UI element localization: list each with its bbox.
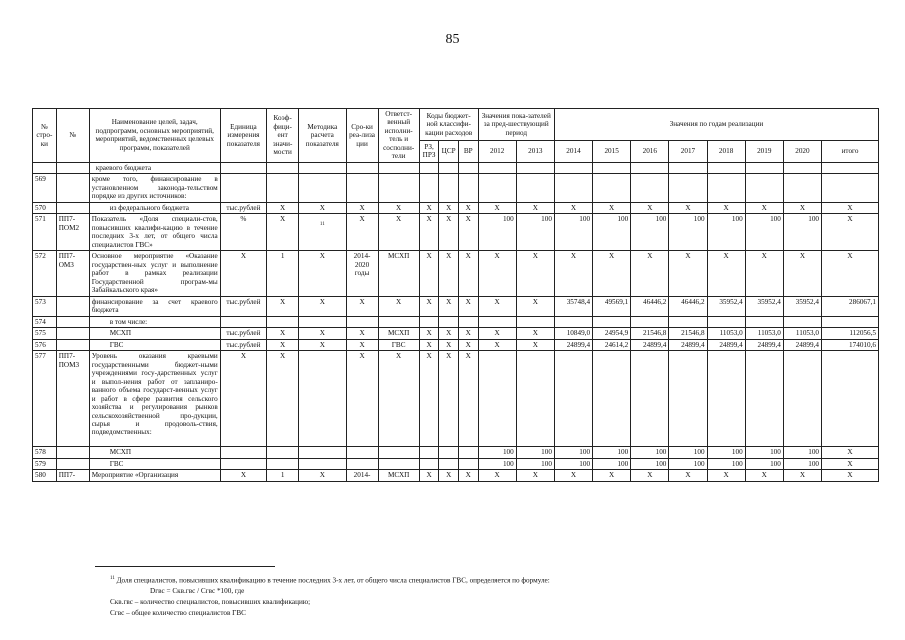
footnote-divider (95, 566, 275, 567)
value-2016: X (631, 470, 669, 481)
row-number: 579 (33, 458, 57, 469)
row-rz: X (419, 339, 439, 350)
table-row (33, 162, 879, 173)
value-2019: X (745, 251, 783, 296)
row-period: 2014-2020 годы (346, 251, 378, 296)
row-coef: 1 (267, 251, 299, 296)
footnote-marker: 11 (110, 576, 115, 581)
table-row (33, 202, 879, 213)
row-unit: тыс.рублей (220, 202, 266, 213)
footnotes (110, 575, 870, 619)
row-csr: X (439, 339, 459, 350)
footnote-line (110, 575, 870, 586)
value-2013: X (516, 470, 554, 481)
value-2017: X (669, 470, 707, 481)
row-number: 578 (33, 447, 57, 458)
table-row (33, 458, 879, 469)
row-name: в том числе: (89, 316, 220, 327)
value-2016: 100 (631, 458, 669, 469)
row-unit: X (220, 470, 266, 481)
value-2018: X (707, 251, 745, 296)
row-number: 576 (33, 339, 57, 350)
row-period: X (346, 202, 378, 213)
value-2014: 100 (554, 458, 592, 469)
row-name: ГВС (89, 458, 220, 469)
value-2019: 11053,0 (745, 328, 783, 339)
table-row (33, 339, 879, 350)
table-row (33, 316, 879, 327)
value-2017: 21546,8 (669, 328, 707, 339)
value-2017: X (669, 202, 707, 213)
value-2015: 100 (593, 214, 631, 251)
header-coef: Коэф-фици-ент значи-мости (267, 109, 299, 163)
row-rz: X (419, 214, 439, 251)
row-period: 2014- (346, 470, 378, 481)
value-2013: X (516, 296, 554, 316)
value-2012: 100 (478, 214, 516, 251)
value-2019: X (745, 202, 783, 213)
value-2015: X (593, 470, 631, 481)
row-method: X (299, 296, 346, 316)
value-2020: 100 (783, 447, 821, 458)
row-rz: X (419, 328, 439, 339)
row-name: МСХП (89, 328, 220, 339)
row-name: из федерального бюджета (89, 202, 220, 213)
value-2017: 24899,4 (669, 339, 707, 350)
header-2018: 2018 (707, 140, 745, 162)
row-name: Уровень оказания краевыми государственными бюджет-ными учреждениями госу-дарственных услуг и выпол-нения работ от запланиро-ванного объема государст-венных услуг и работ в сфере развития сельского хозяйства и регулирования рынков сельскохозяйственной про-дукции, сырья и продоволь-ствия, подведомственных: (89, 351, 220, 447)
row-name: ГВС (89, 339, 220, 350)
value-2012: X (478, 202, 516, 213)
value-2018: 100 (707, 458, 745, 469)
value-total: X (822, 458, 879, 469)
row-number: 570 (33, 202, 57, 213)
value-2016: 24899,4 (631, 339, 669, 350)
row-period: X (346, 328, 378, 339)
row-number: 575 (33, 328, 57, 339)
header-2019: 2019 (745, 140, 783, 162)
row-executor: X (378, 202, 419, 213)
header-period: Сро-ки реа-лиза ции (346, 109, 378, 163)
header-total: итого (822, 140, 879, 162)
header-vr: ВР (458, 140, 478, 162)
row-vr: X (458, 251, 478, 296)
value-2012: X (478, 470, 516, 481)
table-row (33, 328, 879, 339)
value-total: 286067,1 (822, 296, 879, 316)
value-2013: X (516, 328, 554, 339)
row-coef: X (267, 214, 299, 251)
row-name: Основное мероприятие «Оказание государствен-ных услуг и выполнение работ в рамках реализации Государственной програм-мы Забайкальского края» (89, 251, 220, 296)
value-2020: 24899,4 (783, 339, 821, 350)
row-executor: МСХП (378, 470, 419, 481)
header-rz: РЗ, ПРЗ (419, 140, 439, 162)
row-csr: X (439, 470, 459, 481)
row-csr: X (439, 328, 459, 339)
value-2016: X (631, 202, 669, 213)
row-coef: X (267, 296, 299, 316)
value-2016: 100 (631, 214, 669, 251)
row-name: кроме того, финансирование в установленном законода-тельством порядке из других источников: (89, 174, 220, 202)
page-number: 85 (445, 32, 460, 47)
row-number: 569 (33, 174, 57, 202)
value-2012: X (478, 339, 516, 350)
row-rz: X (419, 251, 439, 296)
row-executor: X (378, 351, 419, 447)
row-unit: тыс.рублей (220, 328, 266, 339)
footnote-text: Сгвс – общее количество специалистов ГВС (110, 608, 246, 617)
value-2014: 24899,4 (554, 339, 592, 350)
value-2014: 10849,0 (554, 328, 592, 339)
value-2017: 46446,2 (669, 296, 707, 316)
header-executor: Ответст-венный исполни-тель и сосполни-тели (378, 109, 419, 163)
row-number: 574 (33, 316, 57, 327)
value-2014: X (554, 202, 592, 213)
value-2020: 100 (783, 458, 821, 469)
row-name: краевого бюджета (89, 162, 220, 173)
row-coef: X (267, 351, 299, 447)
value-2018: 35952,4 (707, 296, 745, 316)
row-code: ПП7-ОМ3 (56, 251, 89, 296)
value-2018: 100 (707, 214, 745, 251)
value-2015: X (593, 251, 631, 296)
header-row-1 (33, 109, 879, 141)
row-vr: X (458, 202, 478, 213)
header-row-no: № стро-ки (33, 109, 57, 163)
row-executor: X (378, 296, 419, 316)
value-total: X (822, 202, 879, 213)
row-period: X (346, 296, 378, 316)
header-2013: 2013 (516, 140, 554, 162)
row-name: МСХП (89, 447, 220, 458)
row-period: X (346, 339, 378, 350)
value-2015: 24954,9 (593, 328, 631, 339)
value-total: 112056,5 (822, 328, 879, 339)
value-2013: 100 (516, 447, 554, 458)
value-2015: 100 (593, 458, 631, 469)
value-2015: X (593, 202, 631, 213)
header-name: Наименование целей, задач, подпрограмм, основных мероприятий, мероприятий, ведомственных целевых программ, показателей (89, 109, 220, 163)
value-2018: 24899,4 (707, 339, 745, 350)
row-rz: X (419, 202, 439, 213)
value-2018: X (707, 202, 745, 213)
row-code: ПП7-ПОМ3 (56, 351, 89, 447)
row-csr: X (439, 296, 459, 316)
row-period: X (346, 351, 378, 447)
value-total: X (822, 214, 879, 251)
row-unit: тыс.рублей (220, 339, 266, 350)
row-number: 580 (33, 470, 57, 481)
row-method: X (299, 202, 346, 213)
row-vr: X (458, 328, 478, 339)
table-row (33, 174, 879, 202)
row-executor: ГВС (378, 339, 419, 350)
value-2013: 100 (516, 458, 554, 469)
row-executor: МСХП (378, 328, 419, 339)
row-rz: X (419, 470, 439, 481)
value-2012: 100 (478, 458, 516, 469)
value-2014: 35748,4 (554, 296, 592, 316)
row-csr: X (439, 351, 459, 447)
row-method: X (299, 328, 346, 339)
value-total: X (822, 251, 879, 296)
row-coef: 1 (267, 470, 299, 481)
value-2019: 100 (745, 447, 783, 458)
row-rz: X (419, 296, 439, 316)
value-2020: 100 (783, 214, 821, 251)
value-2020: X (783, 202, 821, 213)
row-number: 573 (33, 296, 57, 316)
value-2012: X (478, 296, 516, 316)
table-row (33, 214, 879, 251)
value-2016: X (631, 251, 669, 296)
indicator-table (32, 108, 879, 482)
value-2018: 100 (707, 447, 745, 458)
value-2012: X (478, 251, 516, 296)
value-2020: 11053,0 (783, 328, 821, 339)
row-vr: X (458, 339, 478, 350)
row-coef: X (267, 339, 299, 350)
row-vr: X (458, 296, 478, 316)
value-2013: X (516, 202, 554, 213)
value-2013: 100 (516, 214, 554, 251)
value-2020: 35952,4 (783, 296, 821, 316)
header-2014: 2014 (554, 140, 592, 162)
table-row (33, 351, 879, 447)
header-unit: Единица измерения показателя (220, 109, 266, 163)
value-2015: 100 (593, 447, 631, 458)
footnote-text: Скв.гвс – количество специалистов, повысивших квалификацию; (110, 597, 311, 606)
value-2014: 100 (554, 214, 592, 251)
row-method: X (299, 251, 346, 296)
table-row (33, 296, 879, 316)
row-unit: X (220, 351, 266, 447)
row-code: ПП7-ПОМ2 (56, 214, 89, 251)
row-rz: X (419, 351, 439, 447)
row-vr: X (458, 214, 478, 251)
row-code: ПП7- (56, 470, 89, 481)
row-unit: % (220, 214, 266, 251)
table-row (33, 470, 879, 481)
table-row (33, 447, 879, 458)
value-2012: 100 (478, 447, 516, 458)
header-prev-values: Значения пока-зателей за пред-шествующий период (478, 109, 554, 141)
row-executor: МСХП (378, 251, 419, 296)
value-total: X (822, 447, 879, 458)
header-method: Методика расчета показателя (299, 109, 346, 163)
row-period: X (346, 214, 378, 251)
header-year-values: Значения по годам реализации (554, 109, 878, 141)
row-number: 577 (33, 351, 57, 447)
footnote-text: Доля специалистов, повысивших квалификацию в течение последних 3-х лет, от общего числа специалистов ГВС, определяется по формуле: (116, 576, 550, 585)
header-budget-codes: Коды бюджет-ной классифи-кации расходов (419, 109, 478, 141)
value-2020: X (783, 251, 821, 296)
header-2016: 2016 (631, 140, 669, 162)
value-2019: 100 (745, 214, 783, 251)
header-csr: ЦСР (439, 140, 459, 162)
value-2019: 24899,4 (745, 339, 783, 350)
value-2017: 100 (669, 214, 707, 251)
value-2015: 24614,2 (593, 339, 631, 350)
row-number: 572 (33, 251, 57, 296)
row-csr: X (439, 251, 459, 296)
value-total: X (822, 470, 879, 481)
value-2020: X (783, 470, 821, 481)
value-2016: 100 (631, 447, 669, 458)
value-2018: X (707, 470, 745, 481)
value-2014: X (554, 470, 592, 481)
row-unit: тыс.рублей (220, 296, 266, 316)
header-2012: 2012 (478, 140, 516, 162)
row-number: 571 (33, 214, 57, 251)
value-2017: 100 (669, 447, 707, 458)
value-2015: 49569,1 (593, 296, 631, 316)
value-2017: 100 (669, 458, 707, 469)
table-row (33, 251, 879, 296)
value-2014: 100 (554, 447, 592, 458)
row-coef: X (267, 328, 299, 339)
header-code: № (56, 109, 89, 163)
row-name: финансирование за счет краевого бюджета (89, 296, 220, 316)
value-2013: X (516, 339, 554, 350)
value-2016: 46446,2 (631, 296, 669, 316)
row-coef: X (267, 202, 299, 213)
header-2020: 2020 (783, 140, 821, 162)
value-total: 174010,6 (822, 339, 879, 350)
row-csr: X (439, 202, 459, 213)
value-2019: 100 (745, 458, 783, 469)
row-name: Показатель «Доля специали-стов, повысивших квалифи-кацию в течение последних 3-х лет, от общего числа специалистов ГВС» (89, 214, 220, 251)
footnote-formula: Dгвс = Скв.гвс / Сгвс *100, где (150, 587, 245, 596)
value-2019: X (745, 470, 783, 481)
value-2017: X (669, 251, 707, 296)
header-2015: 2015 (593, 140, 631, 162)
row-vr: X (458, 470, 478, 481)
row-method: X (299, 470, 346, 481)
row-method: X (299, 339, 346, 350)
row-method-footnote-ref: 11 (299, 214, 346, 251)
value-2018: 11053,0 (707, 328, 745, 339)
row-csr: X (439, 214, 459, 251)
value-2012: X (478, 328, 516, 339)
row-vr: X (458, 351, 478, 447)
value-2014: X (554, 251, 592, 296)
value-2013: X (516, 251, 554, 296)
row-executor: X (378, 214, 419, 251)
value-2019: 35952,4 (745, 296, 783, 316)
row-unit: X (220, 251, 266, 296)
header-2017: 2017 (669, 140, 707, 162)
row-name: Мероприятие «Организация (89, 470, 220, 481)
value-2016: 21546,8 (631, 328, 669, 339)
